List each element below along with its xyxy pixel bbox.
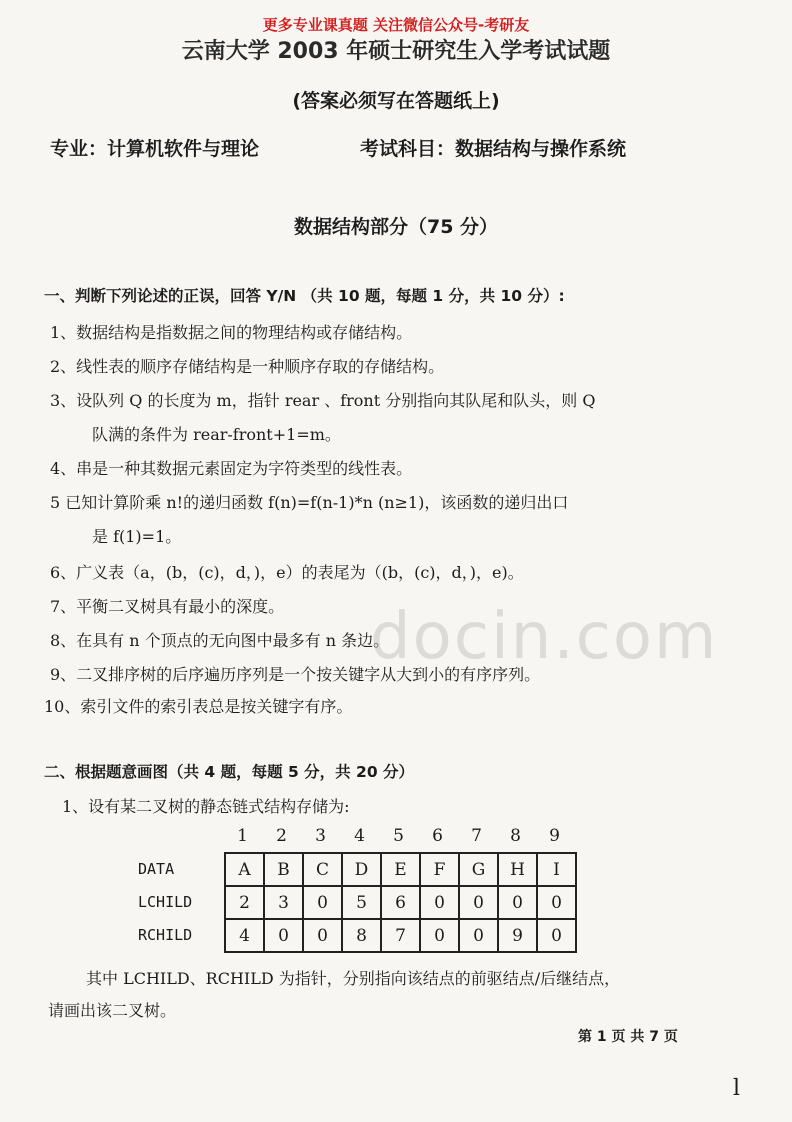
table-cell: 0 — [537, 919, 576, 952]
question-item: 7、平衡二叉树具有最小的深度。 — [50, 597, 285, 616]
table-cell: 0 — [420, 886, 459, 919]
table-cell: 0 — [264, 919, 303, 952]
question-description-continued: 请画出该二叉树。 — [48, 1001, 177, 1020]
watermark: docin.com — [370, 600, 719, 674]
section-title: 数据结构部分（75 分） — [293, 216, 499, 238]
part2-question-1: 1、设有某二叉树的静态链式结构存储为: — [62, 797, 350, 816]
question-item: 5 已知计算阶乘 n!的递归函数 f(n)=f(n-1)*n (n≥1)，该函数的递归出口 — [50, 493, 569, 512]
column-number: 6 — [432, 826, 443, 846]
table-cell: C — [303, 853, 342, 886]
table-row-rchild — [225, 919, 576, 952]
question-item: 9、二叉排序树的后序遍历序列是一个按关键字从大到小的有序序列。 — [50, 665, 541, 684]
question-item: 3、设队列 Q 的长度为 m，指针 rear 、front 分别指向其队尾和队头，则 Q — [50, 391, 596, 410]
page-number: 第 1 页 共 7 页 — [578, 1029, 678, 1045]
static-link-table — [224, 852, 577, 953]
table-cell: 5 — [342, 886, 381, 919]
table-cell: 0 — [303, 919, 342, 952]
question-item: 1、数据结构是指数据之间的物理结构或存储结构。 — [50, 323, 413, 342]
question-item-continued: 是 f(1)=1。 — [92, 527, 182, 546]
table-cell: 3 — [264, 886, 303, 919]
table-cell: 9 — [498, 919, 537, 952]
question-item: 10、索引文件的索引表总是按关键字有序。 — [44, 697, 353, 716]
corner-mark: l — [733, 1076, 741, 1101]
column-number: 4 — [354, 826, 365, 846]
column-number: 2 — [276, 826, 287, 846]
exam-subtitle: (答案必须写在答题纸上) — [292, 90, 500, 112]
major-label: 专业：计算机软件与理论 — [50, 138, 260, 160]
column-number: 3 — [315, 826, 326, 846]
part1-heading: 一、判断下列论述的正误，回答 Y/N （共 10 题，每题 1 分，共 10 分）: — [44, 287, 565, 305]
table-cell: I — [537, 853, 576, 886]
table-cell: 0 — [498, 886, 537, 919]
table-cell: D — [342, 853, 381, 886]
table-cell: 0 — [303, 886, 342, 919]
table-cell: 0 — [459, 886, 498, 919]
question-description: 其中 LCHILD、RCHILD 为指针，分别指向该结点的前驱结点/后继结点， — [86, 969, 621, 988]
question-item: 6、广义表（a，(b，(c)，d，)，e）的表尾为（(b，(c)，d，)，e)。 — [50, 563, 524, 582]
table-cell: G — [459, 853, 498, 886]
table-cell: 4 — [225, 919, 264, 952]
table-cell: F — [420, 853, 459, 886]
table-cell: 2 — [225, 886, 264, 919]
part2-heading: 二、根据题意画图（共 4 题，每题 5 分，共 20 分） — [44, 763, 415, 781]
table-cell: 0 — [537, 886, 576, 919]
row-label-lchild: LCHILD — [138, 893, 193, 911]
table-cell: 7 — [381, 919, 420, 952]
row-label-data: DATA — [138, 860, 175, 878]
column-number: 7 — [471, 826, 482, 846]
promo-banner: 更多专业课真题 关注微信公众号-考研友 — [262, 16, 530, 34]
table-cell: H — [498, 853, 537, 886]
question-item: 2、线性表的顺序存储结构是一种顺序存取的存储结构。 — [50, 357, 445, 376]
question-item-continued: 队满的条件为 rear-front+1=m。 — [92, 425, 341, 444]
column-number: 8 — [510, 826, 521, 846]
subject-label: 考试科目：数据结构与操作系统 — [360, 138, 627, 160]
table-cell: B — [264, 853, 303, 886]
row-label-rchild: RCHILD — [138, 926, 193, 944]
table-cell: 0 — [459, 919, 498, 952]
column-number: 9 — [549, 826, 560, 846]
column-number: 1 — [237, 826, 248, 846]
column-number: 5 — [393, 826, 404, 846]
table-row-data — [225, 853, 576, 886]
exam-title: 云南大学 2003 年硕士研究生入学考试试题 — [181, 39, 611, 64]
table-cell: 6 — [381, 886, 420, 919]
table-cell: 0 — [420, 919, 459, 952]
question-item: 8、在具有 n 个顶点的无向图中最多有 n 条边。 — [50, 631, 390, 650]
question-item: 4、串是一种其数据元素固定为字符类型的线性表。 — [50, 459, 413, 478]
table-cell: E — [381, 853, 420, 886]
table-row-lchild — [225, 886, 576, 919]
table-cell: 8 — [342, 919, 381, 952]
table-cell: A — [225, 853, 264, 886]
